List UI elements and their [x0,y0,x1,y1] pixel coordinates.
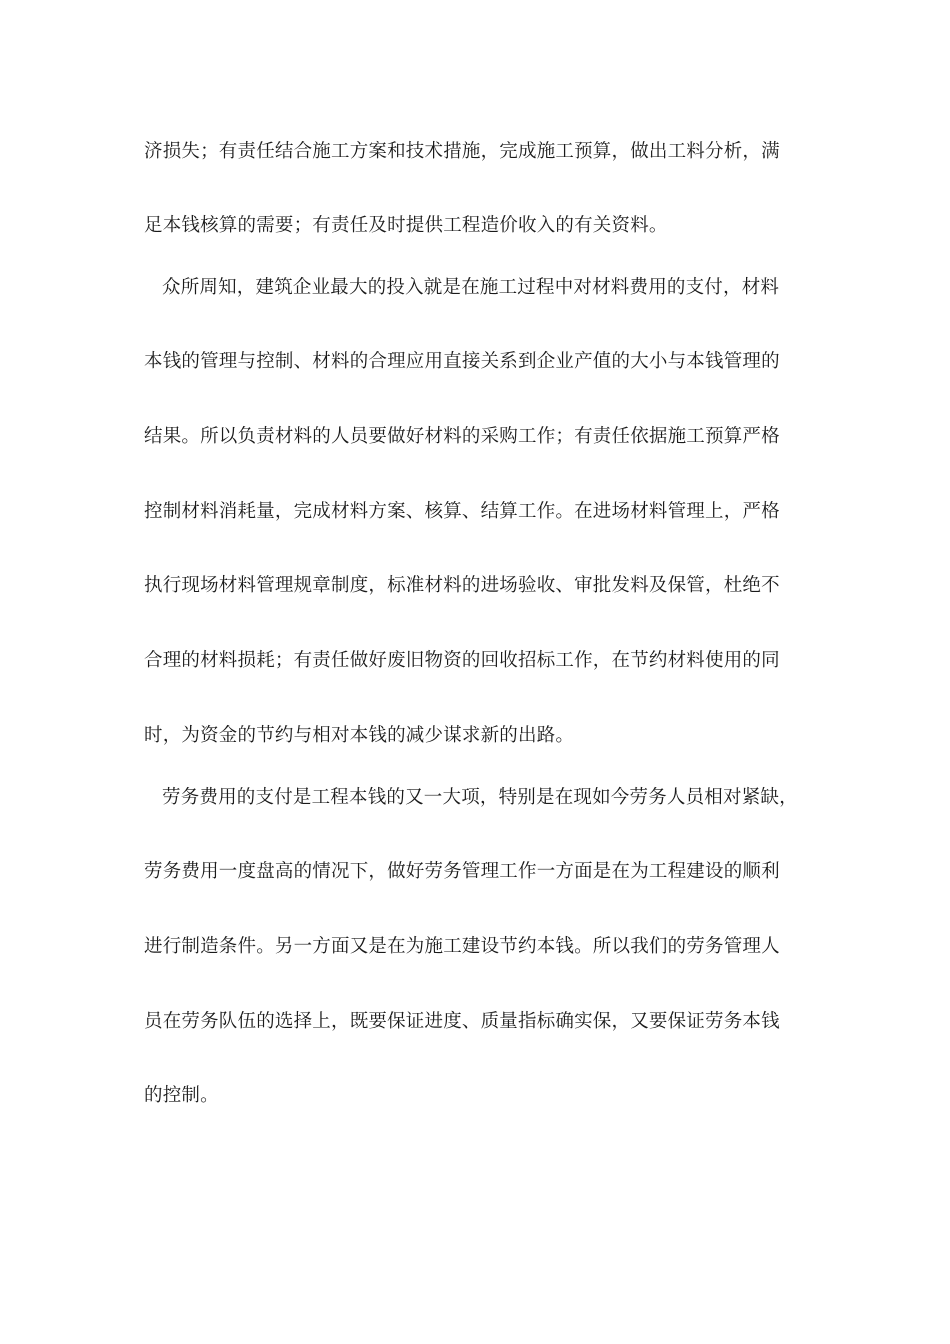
paragraph-3-line-5: 的控制。 [144,1085,219,1106]
paragraph-3-line-3: 进行制造条件。另一方面又是在为施工建设节约本钱。所以我们的劳务管理人 [144,936,780,957]
paragraph-2-line-2: 本钱的管理与控制、材料的合理应用直接关系到企业产值的大小与本钱管理的 [144,351,780,372]
paragraph-1-line-2: 足本钱核算的需要；有责任及时提供工程造价收入的有关资料。 [144,215,668,236]
paragraph-2-line-7: 时，为资金的节约与相对本钱的减少谋求新的出路。 [144,725,575,746]
paragraph-2-line-5: 执行现场材料管理规章制度，标准材料的进场验收、审批发料及保管，杜绝不 [144,575,780,596]
paragraph-2-line-6: 合理的材料损耗；有责任做好废旧物资的回收招标工作，在节约材料使用的同 [144,650,780,671]
paragraph-3-line-1: 劳务费用的支付是工程本钱的又一大项，特别是在现如今劳务人员相对紧缺， [162,787,798,808]
paragraph-3-line-4: 员在劳务队伍的选择上，既要保证进度、质量指标确实保，又要保证劳务本钱 [144,1011,780,1032]
paragraph-2-line-4: 控制材料消耗量，完成材料方案、核算、结算工作。在进场材料管理上，严格 [144,501,780,522]
paragraph-1-line-1: 济损失；有责任结合施工方案和技术措施，完成施工预算，做出工料分析，满 [144,141,780,162]
paragraph-3-line-2: 劳务费用一度盘高的情况下，做好劳务管理工作一方面是在为工程建设的顺利 [144,861,780,882]
paragraph-2-line-3: 结果。所以负责材料的人员要做好材料的采购工作；有责任依据施工预算严格 [144,426,780,447]
paragraph-2-line-1: 众所周知，建筑企业最大的投入就是在施工过程中对材料费用的支付，材料 [162,277,780,298]
